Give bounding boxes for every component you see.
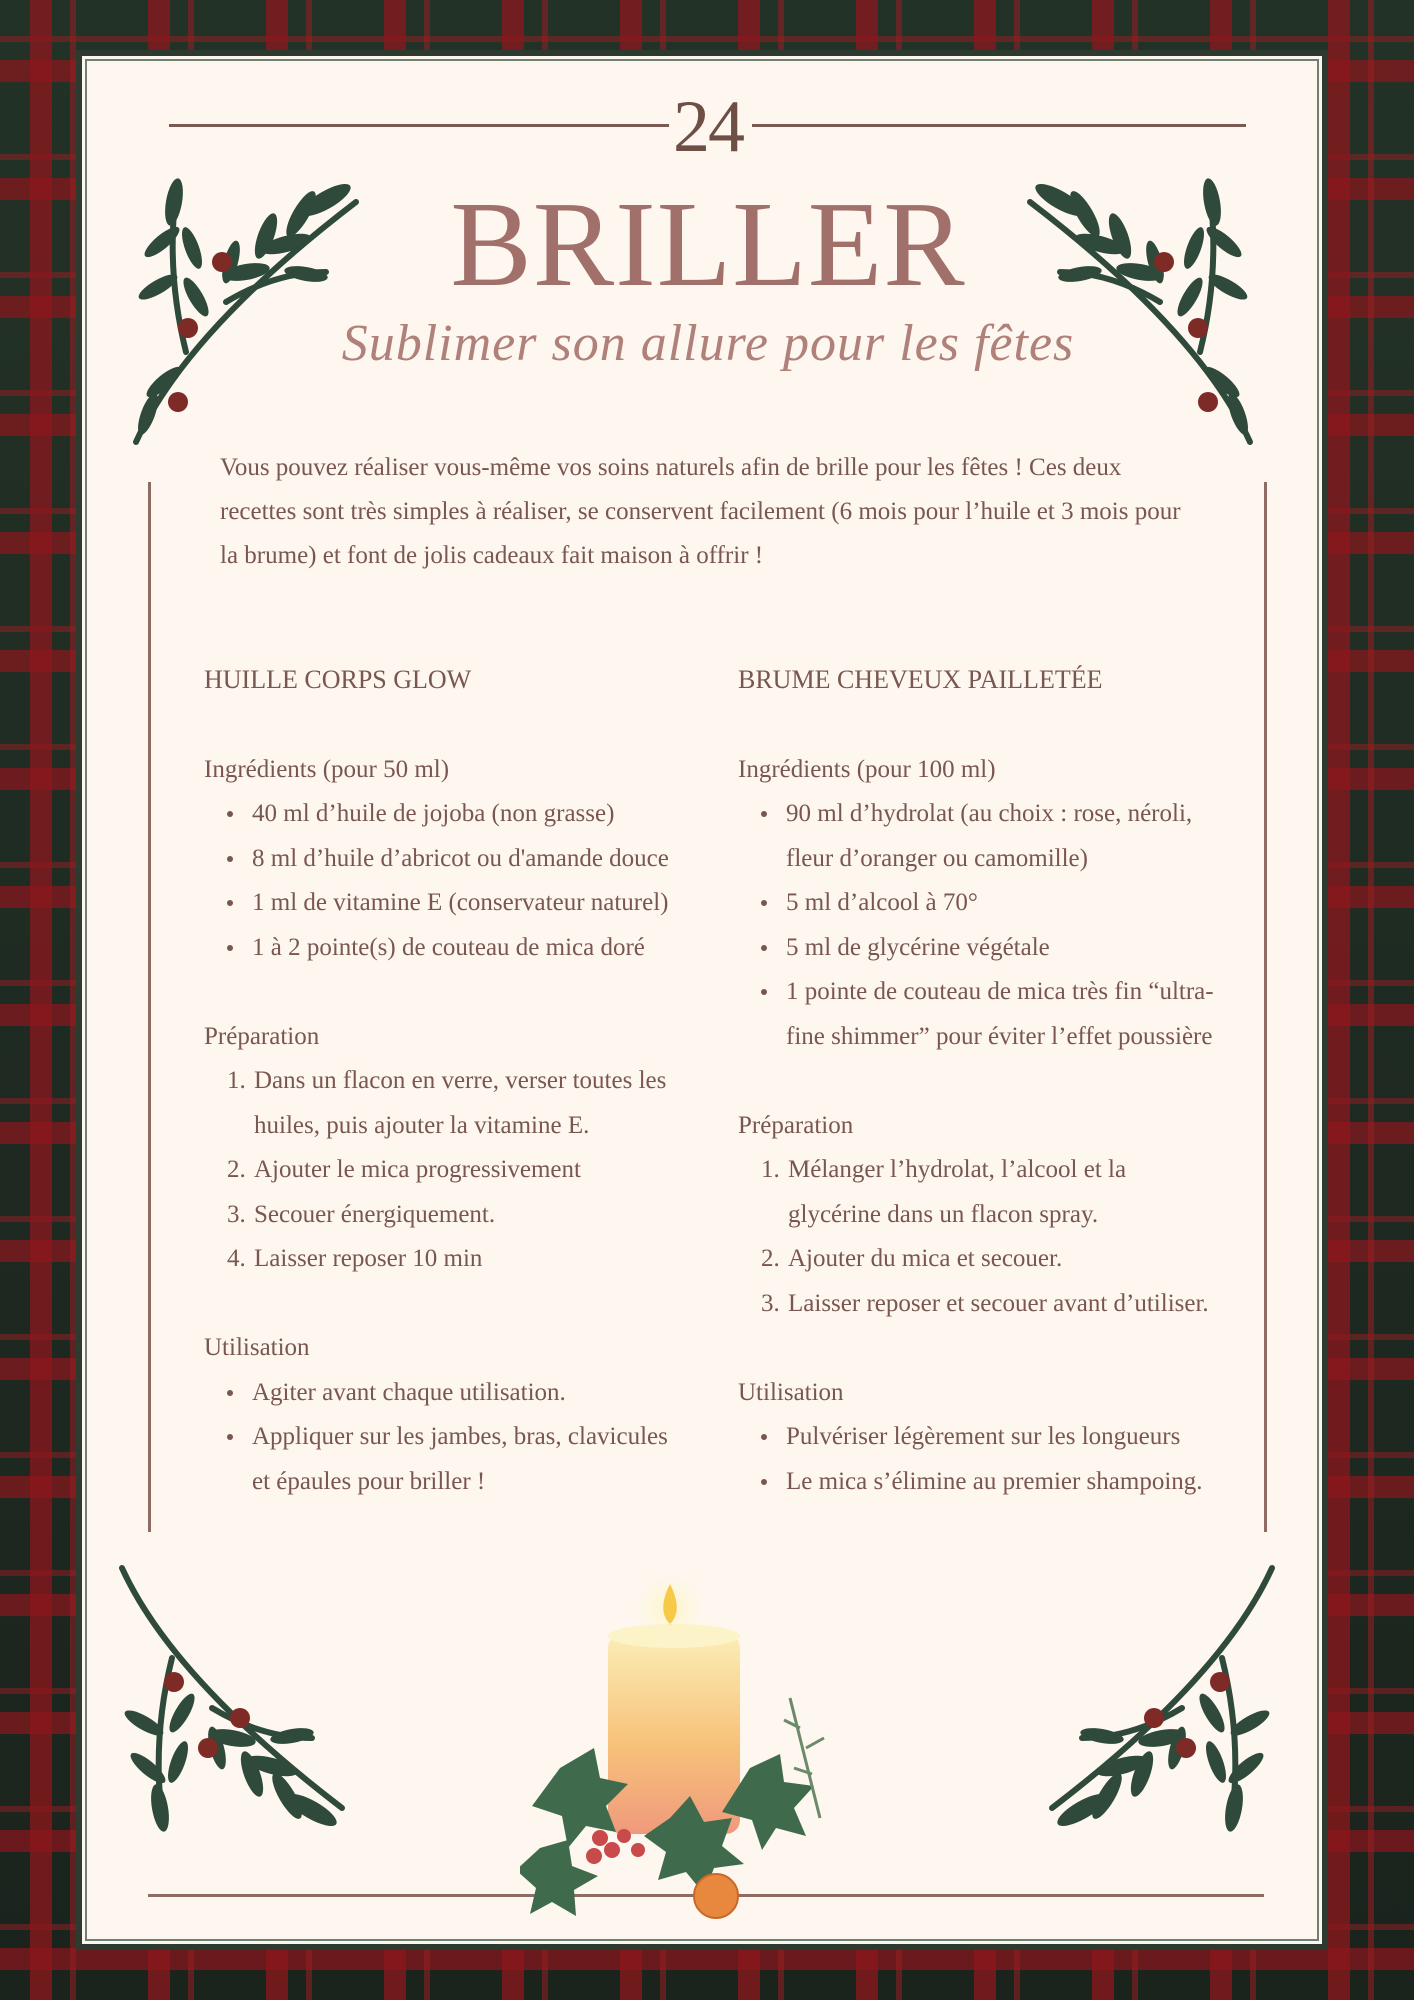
list-item: 1. Mélanger l’hydrolat, l’alcool et la glycérine dans un flacon spray. (786, 1148, 1218, 1237)
list-item: 90 ml d’hydrolat (au choix : rose, néroli, fleur d’oranger ou camomille) (786, 792, 1218, 881)
page-subtitle: Sublimer son allure pour les fêtes (341, 315, 1075, 372)
recipe-card (76, 50, 1328, 1950)
list-item: 2. Ajouter du mica et secouer. (786, 1237, 1218, 1282)
list-item: 3. Secouer énergiquement. (252, 1193, 684, 1238)
page-title: BRILLER (450, 177, 966, 312)
list-item: Pulvériser légèrement sur les longueurs (786, 1415, 1218, 1460)
list-item: 5 ml d’alcool à 70° (786, 881, 1218, 926)
list-item: 1 pointe de couteau de mica très fin “ultra-fine shimmer” pour éviter l’effet poussière (786, 970, 1218, 1059)
list-item: 1 à 2 pointe(s) de couteau de mica doré (252, 926, 684, 971)
list-item: 40 ml d’huile de jojoba (non grasse) (252, 792, 684, 837)
recipe-left-usage-heading: Utilisation (204, 1334, 310, 1361)
intro-paragraph: Vous pouvez réaliser vous-même vos soins naturels afin de brille pour les fêtes ! Ces deux recettes sont très simples à réaliser, se conservent facilement (6 mois pour l’huile et 3 mois pour la brume) et font de jolis cadeaux fait maison à offrir ! (220, 454, 1181, 569)
recipe-right (738, 658, 1218, 1504)
side-rule-left (148, 482, 151, 1532)
list-item: 1. Dans un flacon en verre, verser toutes les huiles, puis ajouter la vitamine E. (252, 1059, 684, 1148)
recipe-right-usage-heading: Utilisation (738, 1378, 844, 1406)
list-item: 1 ml de vitamine E (conservateur naturel) (252, 881, 684, 926)
list-item: Agiter avant chaque utilisation. (252, 1371, 684, 1416)
recipe-right-ingredients-list (738, 792, 1218, 1059)
list-item: 3. Laisser reposer et secouer avant d’utiliser. (786, 1282, 1218, 1327)
list-item: Appliquer sur les jambes, bras, clavicules et épaules pour briller ! (252, 1415, 684, 1504)
holly-branch-bottom-left-icon (112, 1558, 352, 1858)
recipe-right-usage-list (738, 1415, 1218, 1504)
recipe-left-ingredients-list (204, 792, 684, 970)
recipe-right-title: BRUME CHEVEUX PAILLETÉE (738, 665, 1103, 694)
list-item: 8 ml d’huile d’abricot ou d'amande douce (252, 837, 684, 882)
list-item: Le mica s’élimine au premier shampoing. (786, 1460, 1218, 1505)
candle-illustration-icon (520, 1578, 900, 1928)
recipe-left (204, 658, 684, 1504)
list-item: 4. Laisser reposer 10 min (252, 1237, 684, 1282)
day-number: 24 (673, 86, 743, 168)
recipe-left-preparation-heading: Préparation (204, 1022, 320, 1050)
side-rule-right (1264, 482, 1267, 1532)
list-item: 2. Ajouter le mica progressivement (252, 1148, 684, 1193)
recipe-left-usage-list (204, 1371, 684, 1505)
recipe-right-preparation-heading: Préparation (738, 1111, 854, 1139)
holly-branch-bottom-right-icon (1042, 1558, 1282, 1858)
recipe-right-ingredients-heading: Ingrédients (pour 100 ml) (738, 755, 996, 783)
holly-branch-top-left-icon (126, 152, 366, 452)
recipe-left-title: HUILLE CORPS GLOW (204, 665, 472, 694)
list-item: 5 ml de glycérine végétale (786, 926, 1218, 971)
recipe-left-steps-list (204, 1059, 684, 1282)
recipe-left-ingredients-heading: Ingrédients (pour 50 ml) (204, 755, 450, 783)
holly-branch-top-right-icon (1020, 152, 1260, 452)
recipe-right-steps-list (738, 1148, 1218, 1326)
